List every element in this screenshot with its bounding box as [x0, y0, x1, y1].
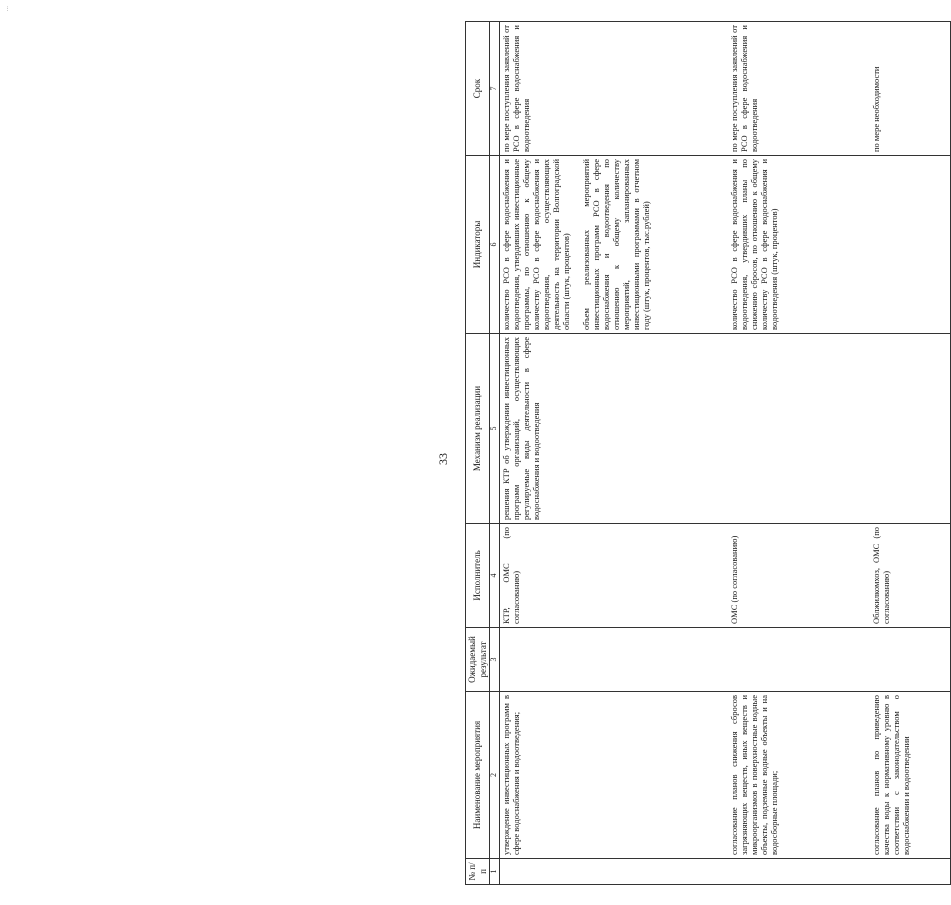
column-number: 2: [490, 692, 500, 859]
indicator-text: количество РСО в сфере водоснабжения и водоотведения, утвердивших инвестиционные программы, по отношению к общему количеству РСО в сфере водоснабжения и водоотведения, осуществляющих деятельность на территории Волгоградской области (штук, процентов): [501, 159, 572, 330]
table-row: [870, 22, 951, 885]
column-number: 1: [490, 859, 500, 885]
executor: ОМС (по согласованию): [728, 524, 870, 628]
mechanism: [870, 334, 951, 524]
indicator-text: количество РСО в сфере водоснабжения и водоотведения, утвердивших планы по снижению сбросов, по отношению к общему количеству РСО в сфере водоснабжения и водоотведения (штук, процентов): [729, 159, 780, 330]
measures-table: [465, 21, 951, 885]
executor: КТР, ОМС (по согласованию): [500, 524, 729, 628]
column-number: 6: [490, 156, 500, 334]
corner-mark: ...: [2, 6, 10, 12]
mechanism: решения КТР об утверждении инвестиционных программ организаций, осуществляющих регулируемые виды деятельности в сфере водоснабжения и водоотведения: [500, 334, 729, 524]
page-number: 33: [436, 453, 450, 465]
header-row: [466, 22, 490, 885]
term: по мере поступления заявлений от РСО в сфере водоснабжения и водоотведения: [500, 22, 729, 156]
measure-name: согласование планов по приведению качества воды к нормативному уровню в соответствии с законодательством о водоснабжении и водоотведении: [870, 692, 951, 859]
indicator-text: объем реализованных мероприятий инвестиционных программ РСО в сфере водоснабжения и водоотведения по отношению к общему количеству мероприятий, запланированных инвестиционными программами в отчетном году (штук, процентов, тыс.рублей): [581, 159, 652, 330]
row-num: [500, 859, 729, 885]
term: по мере поступления заявлений от РСО в сфере водоснабжения и водоотведения: [728, 22, 870, 156]
column-number: 3: [490, 628, 500, 692]
row-num: [728, 859, 870, 885]
indicators: [500, 156, 729, 334]
header-indicators: Индикаторы: [466, 156, 490, 334]
mechanism: [728, 334, 870, 524]
indicators: [728, 156, 870, 334]
row-num: [870, 859, 951, 885]
table-row: [728, 22, 870, 885]
column-number: 4: [490, 524, 500, 628]
header-num: № п/п: [466, 859, 490, 885]
executor: Облжилкомхоз, ОМС (по согласованию): [870, 524, 951, 628]
indicators: [870, 156, 951, 334]
measure-name: согласование планов снижения сбросов загрязняющих веществ, иных веществ и микроорганизмов в поверхностные водные объекты, подземные водные объекты и на водосборные площади;: [728, 692, 870, 859]
column-number: 5: [490, 334, 500, 524]
header-name: Наименование мероприятия: [466, 692, 490, 859]
header-mechanism: Механизм реализации: [466, 334, 490, 524]
expected-result: [500, 628, 729, 692]
measure-name: утверждение инвестиционных программ в сфере водоснабжения и водоотведения;: [500, 692, 729, 859]
expected-result: [728, 628, 870, 692]
header-result: Ожидаемый результат: [466, 628, 490, 692]
column-number: 7: [490, 22, 500, 156]
header-term: Срок: [466, 22, 490, 156]
table-row: [500, 22, 729, 885]
column-number-row: [490, 22, 500, 885]
header-executor: Исполнитель: [466, 524, 490, 628]
expected-result: [870, 628, 951, 692]
term: по мере необходимости: [870, 22, 951, 156]
